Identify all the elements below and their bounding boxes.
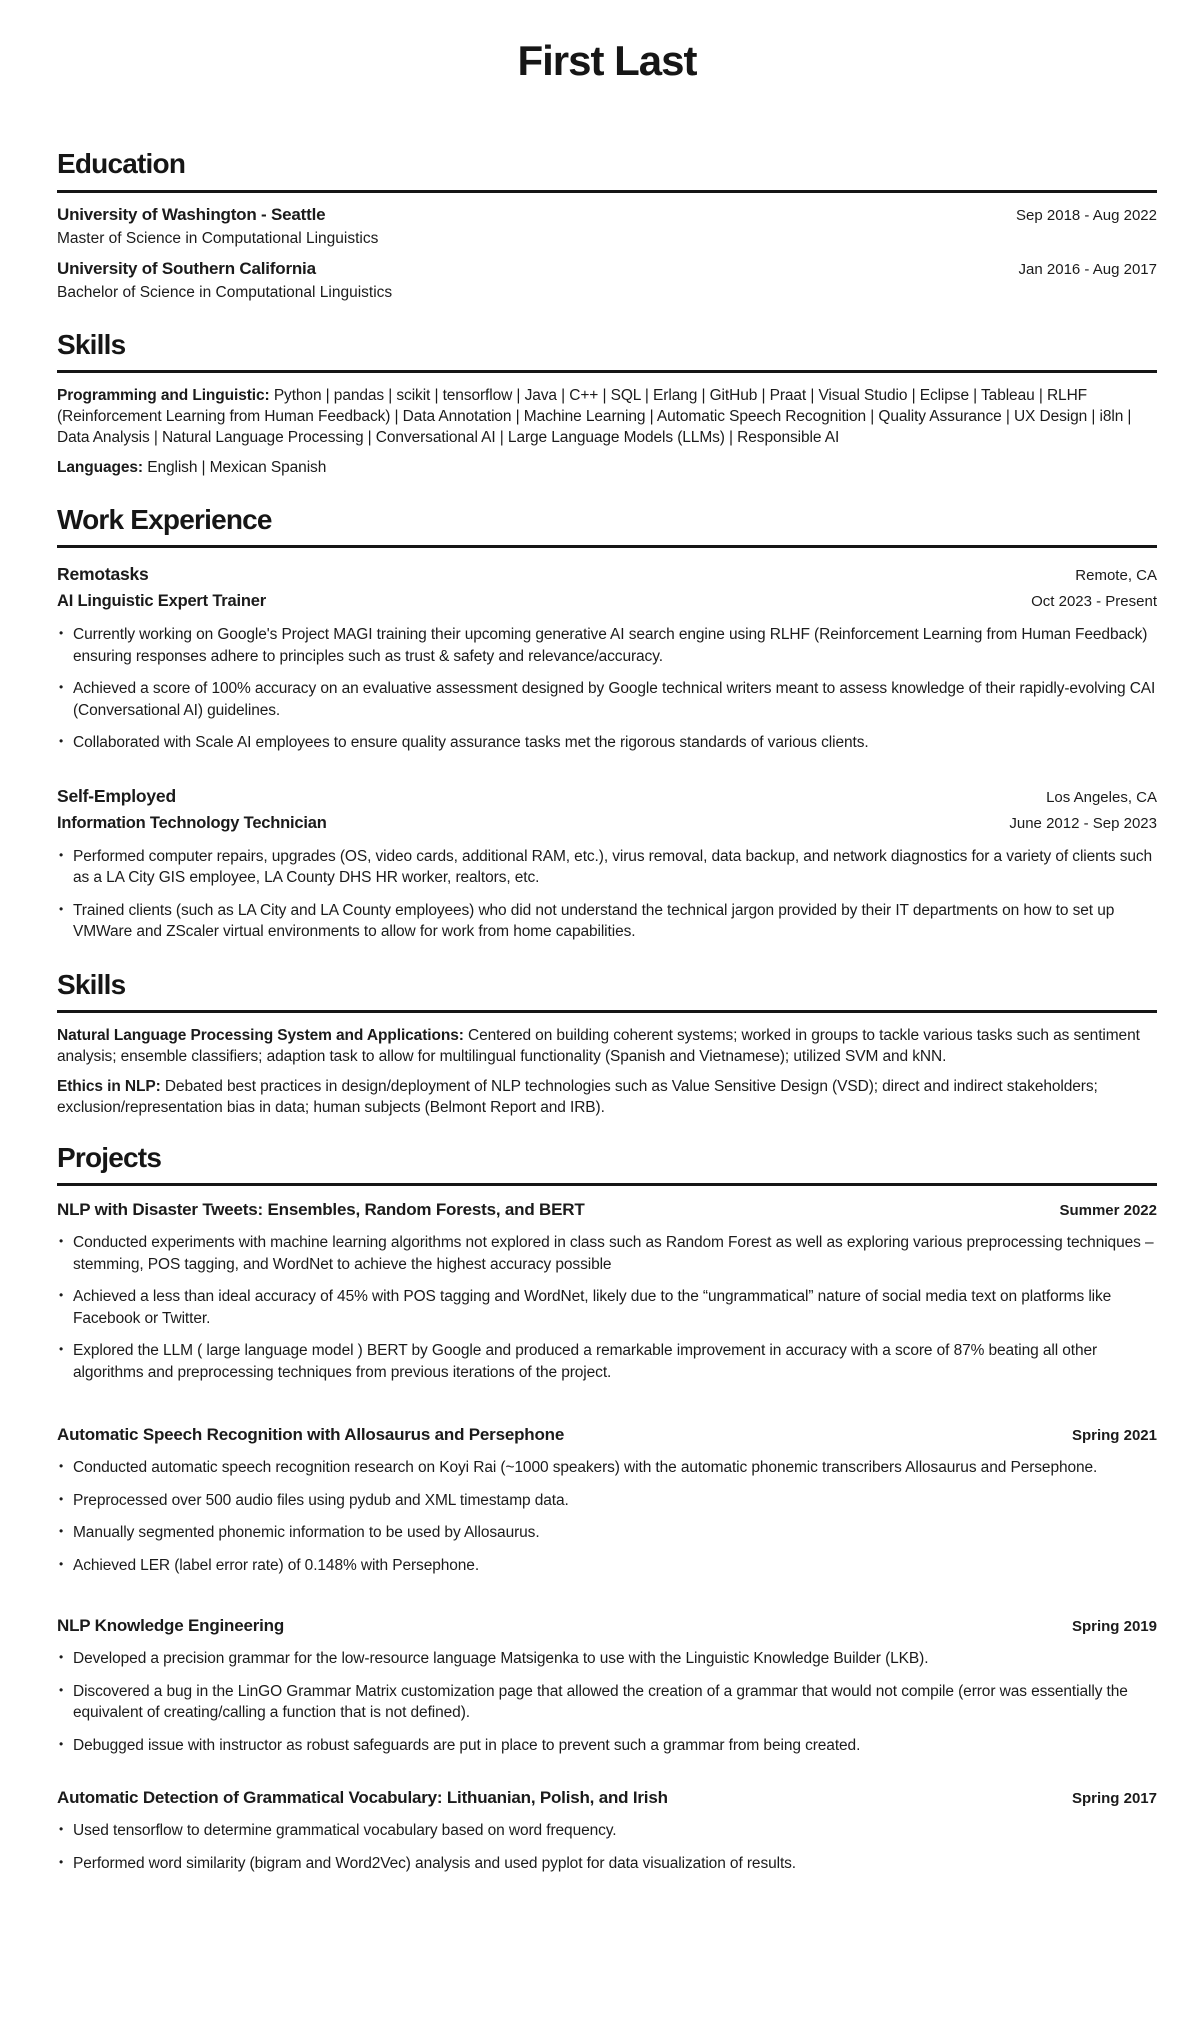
project-entry (57, 1788, 1157, 1874)
project-bullet-list (57, 1457, 1157, 1576)
bullet-item: • Currently working on Google's Project MAGI training their upcoming generative AI search engine using RLHF (Reinforcement Learning from Human Feedback) ensuring responses adhere to principles such as trust & safety and relevance/accuracy. (57, 624, 1157, 667)
company-name: Remotasks (57, 564, 149, 585)
job-dates: June 2012 - Sep 2023 (1009, 814, 1157, 832)
project-entry (57, 1616, 1157, 1756)
project-dates: Spring 2021 (1071, 1427, 1157, 1445)
project-title: Automatic Detection of Grammatical Vocabulary: Lithuanian, Polish, and Irish (57, 1788, 668, 1808)
resume-name: First Last (517, 37, 697, 84)
skill-category-label: Languages: (57, 459, 143, 477)
bullet-item: • Achieved a score of 100% accuracy on an evaluative assessment designed by Google technical writers meant to assess knowledge of their rapidly-evolving CAI (Conversational AI) guidelines. (57, 678, 1157, 721)
bullet-item: • Conducted automatic speech recognition research on Koyi Rai (~1000 speakers) with the automatic phonemic transcribers Allosaurus and Persephone. (57, 1457, 1157, 1479)
job-company-row (57, 786, 1157, 807)
job-title-row (57, 814, 1157, 833)
bullet-item: • Trained clients (such as LA City and LA County employees) who did not understand the technical jargon provided by their IT departments on how to set up VMWare and ZScaler virtual environments to allow for work from home capabilities. (57, 900, 1157, 943)
job-bullet-list (57, 846, 1157, 943)
bullet-item: • Conducted experiments with machine learning algorithms not explored in class such as Random Forest as well as exploring various preprocessing techniques – stemming, POS tagging, and WordNet to achieve the highest accuracy possible (57, 1232, 1157, 1275)
section-skills-bottom (57, 969, 1157, 1118)
bullet-item: • Manually segmented phonemic information to be used by Allosaurus. (57, 1522, 1157, 1544)
project-title-row (57, 1616, 1157, 1636)
section-skills-top (57, 329, 1157, 478)
job-title: AI Linguistic Expert Trainer (57, 592, 266, 611)
job-dates: Oct 2023 - Present (1031, 593, 1157, 611)
job-title: Information Technology Technician (57, 813, 327, 832)
job-entry (57, 564, 1157, 754)
projects-heading: Projects (57, 1142, 1157, 1186)
job-company-row (57, 564, 1157, 585)
project-dates: Spring 2017 (1071, 1790, 1157, 1808)
skill-category-text: Python | pandas | scikit | tensorflow | Java | C++ | SQL | Erlang | GitHub | Praat | Visual Studio | Eclipse | Tableau | RLHF (Reinforcement Learning from Human Feedback) | Data Annotation | Machine Learning | Automatic Speech Recognition | Quality Assurance | UX Design | i8ln | Data Analysis | Natural Language Processing | Conversational AI | Large Language Models (LLMs) | Responsible AI (57, 387, 1132, 447)
skill-category-label: Natural Language Processing System and Applications: (57, 1026, 464, 1044)
bullet-item: • Achieved LER (label error rate) of 0.148% with Persephone. (57, 1555, 1157, 1577)
skill-line (57, 1076, 1157, 1118)
bullet-item: • Developed a precision grammar for the low-resource language Matsigenka to use with the Linguistic Knowledge Builder (LKB). (57, 1648, 1157, 1670)
bullet-item: • Collaborated with Scale AI employees to ensure quality assurance tasks met the rigorous standards of various clients. (57, 732, 1157, 754)
skill-category-text: Debated best practices in design/deployment of NLP technologies such as Value Sensitive Design (VSD); direct and indirect stakeholders; exclusion/representation bias in data; human subjects (Belmont Report and IRB). (57, 1077, 1098, 1116)
bullet-item: • Discovered a bug in the LinGO Grammar Matrix customization page that allowed the creation of a grammar that would not compile (error was essentially the equivalent of creating/calling a function that is not defined). (57, 1681, 1157, 1724)
job-entry (57, 786, 1157, 943)
project-bullet-list (57, 1648, 1157, 1756)
section-projects (57, 1142, 1157, 1874)
work-experience-heading: Work Experience (57, 504, 1157, 548)
skill-line (57, 457, 1157, 478)
project-dates: Spring 2019 (1071, 1618, 1157, 1636)
project-bullet-list (57, 1820, 1157, 1874)
degree-name: Bachelor of Science in Computational Linguistics (57, 283, 393, 301)
project-dates: Summer 2022 (1059, 1202, 1157, 1220)
school-name: University of Southern California (57, 258, 316, 278)
education-entry-header (57, 259, 1157, 279)
skill-category-text: English | Mexican Spanish (147, 459, 327, 477)
job-title-row (57, 592, 1157, 611)
company-name: Self-Employed (57, 785, 176, 806)
job-bullet-list (57, 624, 1157, 754)
bullet-item: • Debugged issue with instructor as robust safeguards are put in place to prevent such a grammar from being created. (57, 1735, 1157, 1757)
education-heading: Education (57, 148, 1157, 192)
section-work-experience (57, 504, 1157, 943)
project-entry (57, 1425, 1157, 1576)
skill-category-label: Ethics in NLP: (57, 1077, 161, 1095)
education-entry (57, 259, 1157, 303)
skills-top-heading: Skills (57, 329, 1157, 373)
education-entry-header (57, 205, 1157, 225)
education-dates: Sep 2018 - Aug 2022 (1016, 206, 1157, 224)
education-entry (57, 205, 1157, 249)
section-education (57, 148, 1157, 302)
project-title-row (57, 1200, 1157, 1220)
skills-bottom-heading: Skills (57, 969, 1157, 1013)
degree-name: Master of Science in Computational Linguistics (57, 229, 379, 247)
bullet-item: • Explored the LLM ( large language model ) BERT by Google and produced a remarkable improvement in accuracy with a score of 87% beating all other algorithms and preprocessing techniques from previous iterations of the project. (57, 1340, 1157, 1383)
project-bullet-list (57, 1232, 1157, 1383)
school-name: University of Washington - Seattle (57, 204, 326, 224)
skill-line (57, 1025, 1157, 1067)
project-title-row (57, 1788, 1157, 1808)
bullet-item: • Performed word similarity (bigram and Word2Vec) analysis and used pyplot for data visualization of results. (57, 1853, 1157, 1875)
education-dates: Jan 2016 - Aug 2017 (1018, 260, 1157, 278)
bullet-item: • Achieved a less than ideal accuracy of 45% with POS tagging and WordNet, likely due to the “ungrammatical” nature of social media text on platforms like Facebook or Twitter. (57, 1286, 1157, 1329)
bullet-item: • Preprocessed over 500 audio files using pydub and XML timestamp data. (57, 1490, 1157, 1512)
skill-category-label: Programming and Linguistic: (57, 387, 270, 405)
bullet-item: • Used tensorflow to determine grammatical vocabulary based on word frequency. (57, 1820, 1157, 1842)
project-title-row (57, 1425, 1157, 1445)
project-title: NLP with Disaster Tweets: Ensembles, Random Forests, and BERT (57, 1200, 585, 1220)
skill-line (57, 385, 1157, 448)
project-title: NLP Knowledge Engineering (57, 1616, 285, 1636)
skill-category-text: Centered on building coherent systems; worked in groups to tackle various tasks such as sentiment analysis; ensemble classifiers; adaption task to allow for multilingual functionality (Spanish and Vietnamese); utilized SVM and kNN. (57, 1026, 1140, 1065)
project-title: Automatic Speech Recognition with Allosaurus and Persephone (57, 1425, 565, 1445)
job-location: Remote, CA (1075, 567, 1157, 585)
job-location: Los Angeles, CA (1046, 788, 1157, 806)
project-entry (57, 1200, 1157, 1383)
bullet-item: • Performed computer repairs, upgrades (OS, video cards, additional RAM, etc.), virus removal, data backup, and network diagnostics for a variety of clients such as a LA City GIS employee, LA County DHS HR worker, realtors, etc. (57, 846, 1157, 889)
